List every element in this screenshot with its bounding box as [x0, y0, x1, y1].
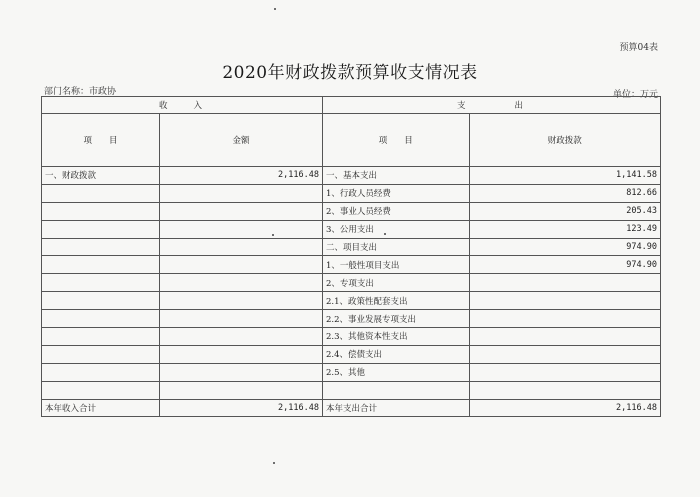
expense-amount-cell: 974.90 — [469, 256, 660, 274]
income-item-cell — [42, 256, 160, 274]
expense-amount-cell — [469, 328, 660, 346]
income-amount-cell — [160, 328, 323, 346]
income-amount-cell — [160, 292, 323, 310]
expense-amount-cell — [469, 381, 660, 399]
expense-item-cell: 2.2、事业发展专项支出 — [322, 310, 469, 328]
expense-header: 支 出 — [322, 97, 660, 114]
income-amount-cell — [160, 310, 323, 328]
income-amount-cell — [160, 238, 323, 256]
expense-item-cell: 1、行政人员经费 — [322, 184, 469, 202]
table-row — [42, 184, 661, 202]
income-item-cell — [42, 328, 160, 346]
income-item-cell — [42, 363, 160, 381]
expense-total-label: 本年支出合计 — [322, 399, 469, 417]
income-header: 收 入 — [42, 97, 323, 114]
scan-speck — [274, 8, 276, 10]
expense-item-cell: 3、公用支出 — [322, 220, 469, 238]
income-total-amount: 2,116.48 — [160, 399, 323, 417]
expense-item-cell: 2、专项支出 — [322, 274, 469, 292]
expense-item-cell: 二、项目支出 — [322, 238, 469, 256]
expense-amount-cell: 1,141.58 — [469, 167, 660, 185]
income-amount-cell — [160, 363, 323, 381]
table-row — [42, 220, 661, 238]
column-header-expense-item: 项 目 — [322, 114, 469, 167]
expense-amount-cell — [469, 345, 660, 363]
table-row — [42, 310, 661, 328]
expense-amount-cell — [469, 363, 660, 381]
expense-item-cell: 2.1、政策性配套支出 — [322, 292, 469, 310]
budget-table — [41, 96, 661, 417]
scan-speck — [272, 234, 274, 236]
table-row — [42, 238, 661, 256]
income-amount-cell — [160, 274, 323, 292]
table-row — [42, 328, 661, 346]
expense-item-cell: 2.5、其他 — [322, 363, 469, 381]
department-label: 部门名称：市政协 — [44, 87, 117, 97]
income-item-cell — [42, 202, 160, 220]
header-row-columns — [42, 114, 661, 167]
expense-amount-cell — [469, 292, 660, 310]
unit-label: 单位：万元 — [612, 90, 658, 100]
income-amount-cell — [160, 345, 323, 363]
column-header-income-item: 项 目 — [42, 114, 160, 167]
expense-item-cell: 一、基本支出 — [322, 167, 469, 185]
income-amount-cell — [160, 256, 323, 274]
expense-amount-cell: 812.66 — [469, 184, 660, 202]
table-row — [42, 345, 661, 363]
expense-item-cell — [322, 381, 469, 399]
income-amount-cell: 2,116.48 — [160, 167, 323, 185]
income-item-cell — [42, 292, 160, 310]
table-body — [42, 167, 661, 400]
expense-amount-cell: 205.43 — [469, 202, 660, 220]
expense-amount-cell — [469, 310, 660, 328]
income-item-cell — [42, 381, 160, 399]
income-amount-cell — [160, 381, 323, 399]
table-row — [42, 292, 661, 310]
column-header-fiscal: 财政拨款 — [469, 114, 660, 167]
table-row — [42, 274, 661, 292]
expense-total-amount: 2,116.48 — [469, 399, 660, 417]
table-row — [42, 202, 661, 220]
expense-amount-cell — [469, 274, 660, 292]
column-header-amount: 金额 — [160, 114, 323, 167]
page-title: 2020年财政拨款预算收支情况表 — [222, 63, 478, 83]
income-item-cell — [42, 274, 160, 292]
income-total-label: 本年收入合计 — [42, 399, 160, 417]
expense-item-cell: 2.4、偿债支出 — [322, 345, 469, 363]
income-amount-cell — [160, 202, 323, 220]
table-row — [42, 167, 661, 185]
totals-row — [42, 399, 661, 417]
expense-amount-cell: 123.49 — [469, 220, 660, 238]
income-item-cell — [42, 184, 160, 202]
header-row-group — [42, 97, 661, 114]
scan-speck — [384, 233, 386, 235]
table-row — [42, 381, 661, 399]
expense-item-cell: 2.3、其他资本性支出 — [322, 328, 469, 346]
income-item-cell — [42, 310, 160, 328]
income-item-cell — [42, 345, 160, 363]
scan-speck — [273, 462, 275, 464]
table-row — [42, 256, 661, 274]
expense-amount-cell: 974.90 — [469, 238, 660, 256]
expense-item-cell: 2、事业人员经费 — [322, 202, 469, 220]
income-item-cell: 一、财政拨款 — [42, 167, 160, 185]
expense-item-cell: 1、一般性项目支出 — [322, 256, 469, 274]
income-amount-cell — [160, 184, 323, 202]
income-item-cell — [42, 238, 160, 256]
form-code: 预算04表 — [619, 43, 658, 53]
table-row — [42, 363, 661, 381]
income-item-cell — [42, 220, 160, 238]
income-amount-cell — [160, 220, 323, 238]
